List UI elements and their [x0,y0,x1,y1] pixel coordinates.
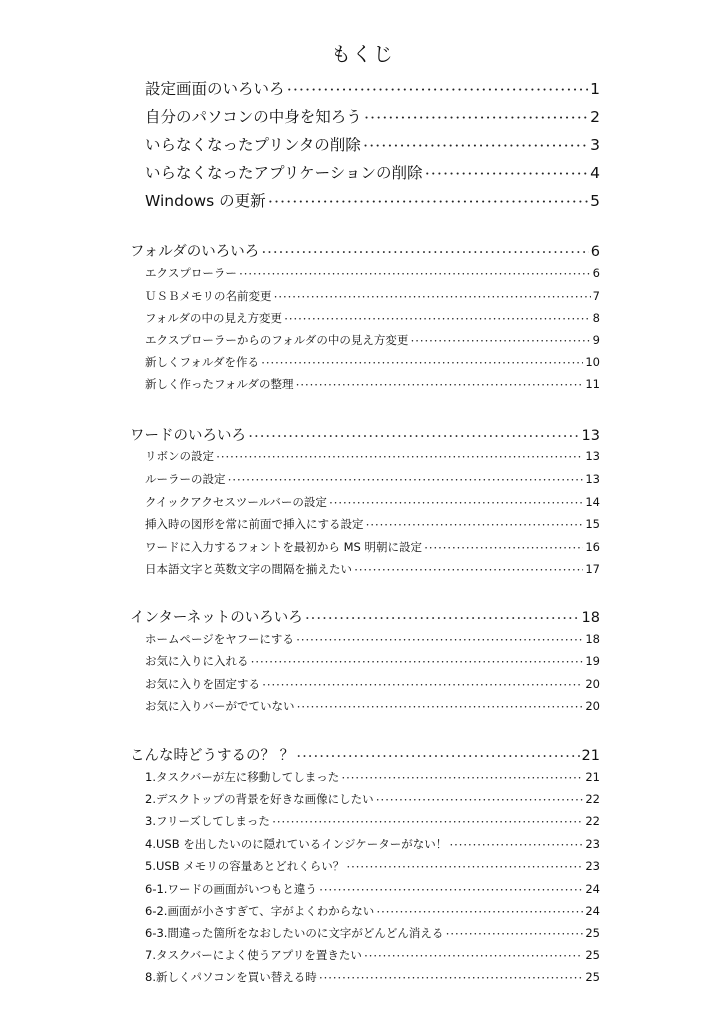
toc-entry-page: 25 [585,926,600,940]
toc-entry-page: 1 [590,80,600,98]
toc-entry-page: 22 [585,814,600,828]
toc-entry-page: 23 [585,837,600,851]
dot-leader [449,839,583,851]
dot-leader [251,656,584,668]
toc-entry-page: 14 [585,495,600,509]
toc-entry-label: インターネットのいろいろ [130,610,303,626]
toc-section-heading [130,744,600,765]
dot-leader [319,884,583,896]
dot-leader [363,138,588,154]
toc-entry-page: 11 [585,377,600,391]
toc-subentry [145,653,600,669]
toc-subentry [145,813,600,829]
toc-entry-page: 24 [585,904,600,918]
toc-entry-page: 8 [592,311,600,325]
dot-leader [296,748,579,763]
dot-leader [261,357,583,369]
toc-entry-label: 新しくフォルダを作る [145,355,259,369]
toc-entry-label: ホームページをヤフーにする [145,632,294,646]
dot-leader [319,972,584,984]
toc-subentry [145,265,600,281]
toc-entry-page: 3 [590,136,600,154]
toc-entry-label: ＵＳＢメモリの名前変更 [145,289,272,303]
toc-subentry [145,561,600,577]
toc-entry-label: 6-2.画面が小さすぎて、字がよくわからない [145,904,375,918]
dot-leader [228,474,584,486]
toc-subentry [145,494,600,510]
toc-entry-label: いらなくなったアプリケーションの削除 [145,164,423,182]
toc-entry-label: 新しく作ったフォルダの整理 [145,377,294,391]
toc-subentry [145,925,600,941]
dot-leader [261,244,589,259]
dot-leader [248,428,580,443]
toc-entry-page: 13 [585,449,600,463]
toc-entry-label: フォルダの中の見え方変更 [145,311,282,325]
toc-entry-page: 16 [585,540,600,554]
toc-entry-label: 8.新しくパソコンを買い替える時 [145,970,317,984]
toc-entry-page: 13 [585,472,600,486]
toc-entry-page: 19 [585,654,600,668]
toc-subentry [145,858,600,874]
toc-entry-label: 6-1.ワードの画面がいつもと違う [145,882,317,896]
dot-leader [272,816,583,828]
toc-entry-label: エクスプローラー [145,266,237,280]
dot-leader [376,794,584,806]
toc-subentry [145,376,600,392]
dot-leader [329,497,584,509]
toc-entry [145,77,600,99]
toc-entry [145,161,600,183]
dot-leader [410,335,590,347]
toc-entry-label: お気に入りを固定する [145,677,260,691]
toc-subentry [145,448,600,464]
page-title: もくじ [331,42,394,66]
dot-leader [341,772,583,784]
dot-leader [216,451,583,463]
toc-subentry [145,769,600,785]
dot-leader [424,166,588,182]
toc-entry-page: 18 [581,610,600,626]
toc-subentry [145,310,600,326]
toc-subentry [145,471,600,487]
toc-subentry [145,947,600,963]
toc-subentry [145,332,600,348]
toc-entry-page: 9 [592,333,600,347]
dot-leader [346,861,583,873]
toc-entry-page: 22 [585,792,600,806]
toc-subentry [145,631,600,647]
dot-leader [274,291,591,303]
toc-entry [145,189,600,211]
toc-entry-label: 6-3.間違った箇所をなおしたいのに文字がどんどん消える [145,926,444,940]
dot-leader [445,928,583,940]
dot-leader [268,194,589,210]
toc-entry [145,133,600,155]
toc-entry-label: リボンの設定 [145,449,214,463]
toc-entry-page: 23 [585,859,600,873]
toc-entry-label: ルーラーの設定 [145,472,226,486]
toc-entry-label: 2.デスクトップの背景を好きな画像にしたい [145,792,374,806]
toc-entry-label: エクスプローラーからのフォルダの中の見え方変更 [145,333,409,347]
dot-leader [295,379,583,391]
toc-entry-page: 2 [590,108,600,126]
dot-leader [424,542,583,554]
toc-entry-page: 24 [585,882,600,896]
toc-entry-page: 15 [585,517,600,531]
toc-entry-label: フォルダのいろいろ [130,244,260,260]
toc-subentry [145,969,600,985]
toc-entry-label: 3.フリーズしてしまった [145,814,270,828]
toc-section-heading [130,240,600,261]
toc-entry-page: 5 [590,192,600,210]
toc-subentry [145,903,600,919]
toc-entry-page: 13 [581,428,600,444]
dot-leader [305,610,580,625]
toc-entry-label: Windows の更新 [145,192,266,210]
dot-leader [297,701,584,713]
toc-entry-page: 10 [585,355,600,369]
toc-entry-label: 日本語文字と英数文字の間隔を揃えたい [145,562,352,576]
dot-leader [239,268,591,280]
toc-entry-page: 25 [585,948,600,962]
toc-entry-label: 4.USB を出したいのに隠れているインジケーターがない！ [145,837,448,851]
toc-section-heading [130,424,600,445]
toc-entry-page: 17 [585,562,600,576]
toc-subentry [145,698,600,714]
toc-entry [145,105,600,127]
dot-leader [296,634,583,646]
toc-entry-page: 18 [585,632,600,646]
toc-entry-page: 21 [581,748,600,764]
toc-entry-label: 7.タスクバーによく使うアプリを置きたい [145,948,362,962]
dot-leader [364,950,584,962]
toc-section-heading [130,606,600,627]
dot-leader [354,564,583,576]
dot-leader [262,679,583,691]
toc-entry-label: 5.USB メモリの容量あとどれくらい？ [145,859,345,873]
toc-entry-label: 1.タスクバーが左に移動してしまった [145,770,340,784]
dot-leader [287,82,589,98]
toc-entry-page: 20 [585,699,600,713]
toc-entry-page: 6 [590,244,600,260]
toc-entry-page: 21 [585,770,600,784]
toc-entry-label: 挿入時の図形を常に前面で挿入にする設定 [145,517,364,531]
toc-entry-label: こんな時どうするの？ ？ [130,748,295,764]
toc-entry-label: 自分のパソコンの中身を知ろう [145,108,362,126]
toc-subentry [145,836,600,852]
toc-subentry [145,288,600,304]
dot-leader [376,906,583,918]
toc-entry-page: 20 [585,677,600,691]
toc-subentry [145,881,600,897]
toc-entry-label: ワードに入力するフォントを最初から MS 明朝に設定 [145,540,422,554]
toc-entry-label: お気に入りバーがでていない [145,699,295,713]
toc-entry-page: 7 [592,289,600,303]
toc-entry-label: 設定画面のいろいろ [145,80,285,98]
toc-subentry [145,676,600,692]
toc-entry-page: 4 [590,164,600,182]
toc-subentry [145,354,600,370]
dot-leader [284,313,591,325]
toc-entry-label: いらなくなったプリンタの削除 [145,136,361,154]
toc-entry-page: 6 [592,266,600,280]
toc-subentry [145,516,600,532]
toc-entry-page: 25 [585,970,600,984]
toc-entry-label: クイックアクセスツールバーの設定 [145,495,327,509]
toc-subentry [145,539,600,555]
toc-subentry [145,791,600,807]
toc-entry-label: ワードのいろいろ [130,428,246,444]
toc-entry-label: お気に入りに入れる [145,654,249,668]
dot-leader [364,110,588,126]
dot-leader [366,519,584,531]
